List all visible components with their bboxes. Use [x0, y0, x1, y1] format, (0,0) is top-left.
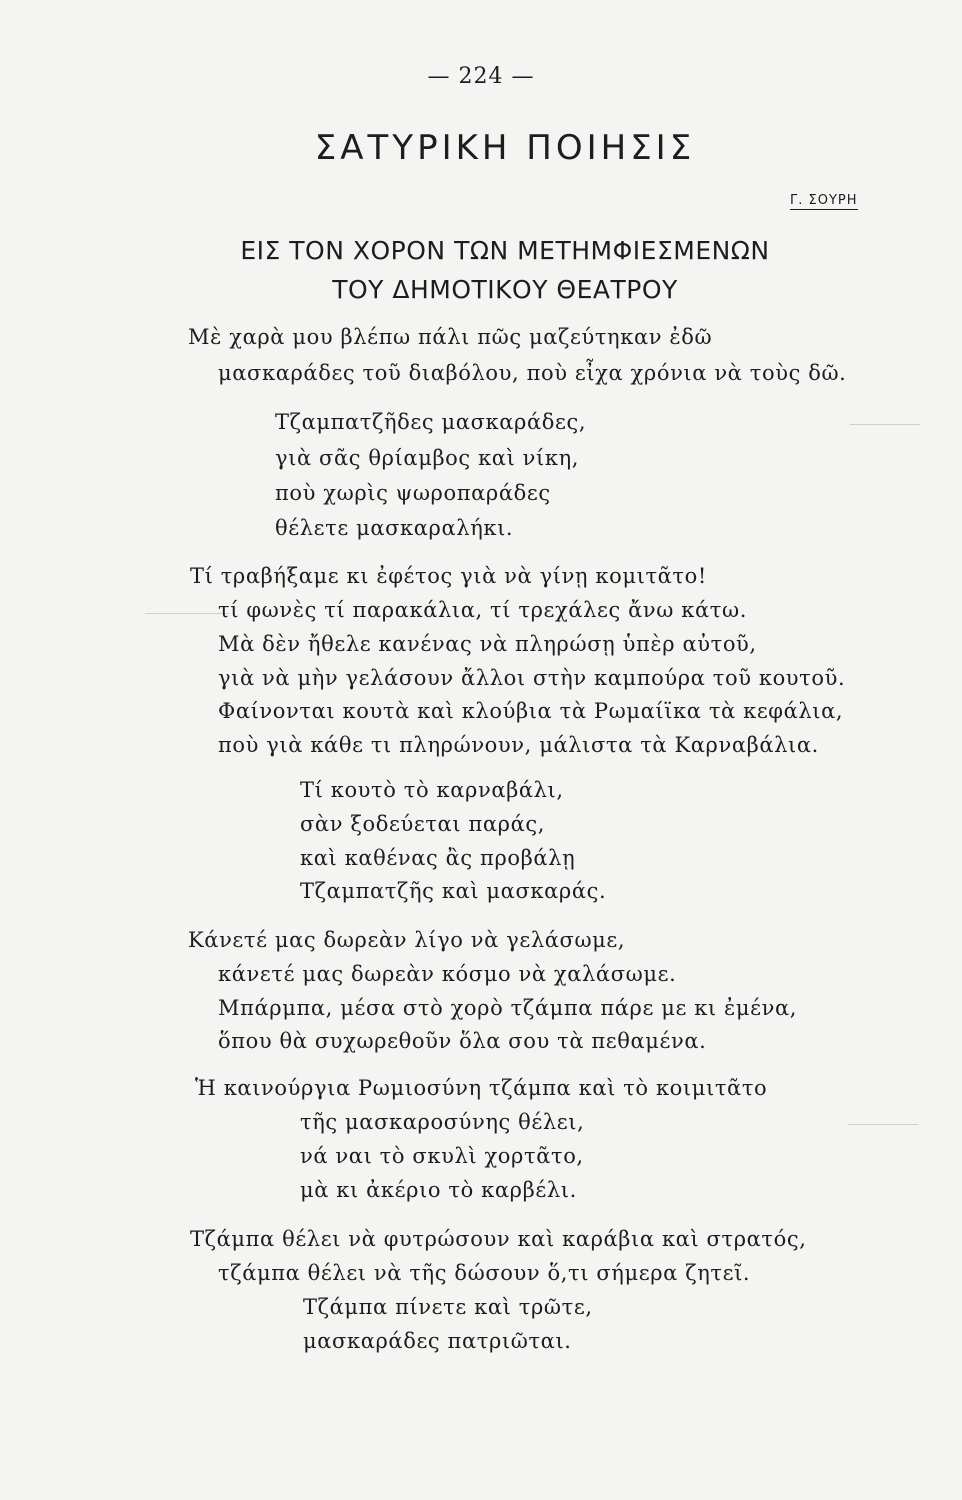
poem-line: μασκαράδες πατριῶται.: [303, 1329, 572, 1353]
poem-line: Τζάμπα πίνετε καὶ τρῶτε,: [303, 1295, 593, 1319]
poem-title-line-1: ΕΙΣ ΤΟΝ ΧΟΡΟΝ ΤΩΝ ΜΕΤΗΜΦΙΕΣΜΕΝΩΝ: [240, 236, 770, 265]
poem-line: Τζαμπατζῆς καὶ μασκαράς.: [300, 879, 607, 903]
poem-line: Κάνετέ μας δωρεὰν λίγο νὰ γελάσωμε,: [188, 928, 626, 952]
poem-line: τῆς μασκαροσύνης θέλει,: [300, 1110, 585, 1134]
poem-line: τί φωνὲς τί παρακάλια, τί τρεχάλες ἄνω κάτω.: [218, 598, 748, 622]
poem-line: Φαίνονται κουτὰ καὶ κλούβια τὰ Ρωμαίϊκα τὰ κεφάλια,: [218, 699, 844, 723]
poem-line: ποὺ χωρὶς ψωροπαράδες: [275, 481, 551, 505]
poem-line: νά ναι τὸ σκυλὶ χορτᾶτο,: [300, 1144, 584, 1168]
poem-line: ποὺ γιὰ κάθε τι πληρώνουν, μάλιστα τὰ Καρναβάλια.: [218, 733, 819, 757]
poem-line: κάνετέ μας δωρεὰν κόσμο νὰ χαλάσωμε.: [218, 962, 677, 986]
poem-line: θέλετε μασκαραλήκι.: [275, 516, 514, 540]
poem-title-line-2: ΤΟΥ ΔΗΜΟΤΙΚΟΥ ΘΕΑΤΡΟΥ: [332, 275, 678, 304]
poem-line: σὰν ξοδεύεται παράς,: [300, 812, 545, 836]
poem-line: Τί κουτὸ τὸ καρναβάλι,: [300, 778, 564, 802]
poem-line: Μὲ χαρὰ μου βλέπω πάλι πῶς μαζεύτηκαν ἐδῶ: [188, 325, 713, 349]
poem-line: μὰ κι ἀκέριο τὸ καρβέλι.: [300, 1178, 577, 1202]
poem-line: Τζαμπατζῆδες μασκαράδες,: [275, 410, 587, 434]
poem-line: Τί τραβήξαμε κι ἐφέτος γιὰ νὰ γίνῃ κομιτᾶτο!: [190, 564, 707, 588]
author-name: Γ. ΣΟΥΡΗ: [790, 193, 858, 208]
poem-line: γιὰ σᾶς θρίαμβος καὶ νίκη,: [275, 446, 580, 470]
poem-line: τζάμπα θέλει νὰ τῆς δώσουν ὅ,τι σήμερα ζητεῖ.: [218, 1261, 751, 1285]
poem-line: γιὰ νὰ μὴν γελάσουν ἄλλοι στὴν καμπούρα τοῦ κουτοῦ.: [218, 666, 846, 690]
poem-line: ὅπου θὰ συχωρεθοῦν ὅλα σου τὰ πεθαμένα.: [218, 1029, 707, 1053]
poem-line: Μὰ δὲν ἤθελε κανένας νὰ πληρώσῃ ὑπὲρ αὐτοῦ,: [218, 632, 757, 656]
page-number: — 224 —: [427, 64, 535, 89]
section-title: ΣΑΤΥΡΙΚΗ ΠΟΙΗΣΙΣ: [314, 128, 696, 168]
poem-line: καὶ καθένας ἂς προβάλῃ: [300, 846, 576, 870]
poem-line: μασκαράδες τοῦ διαβόλου, ποὺ εἶχα χρόνια νὰ τοὺς δῶ.: [218, 361, 847, 385]
poem-line: Μπάρμπα, μέσα στὸ χορὸ τζάμπα πάρε με κι ἐμένα,: [218, 996, 798, 1020]
poem-line: Τζάμπα θέλει νὰ φυτρώσουν καὶ καράβια καὶ στρατός,: [190, 1227, 807, 1251]
poem-line: Ἡ καινούργια Ρωμιοσύνη τζάμπα καὶ τὸ κοιμιτᾶτο: [195, 1076, 768, 1100]
